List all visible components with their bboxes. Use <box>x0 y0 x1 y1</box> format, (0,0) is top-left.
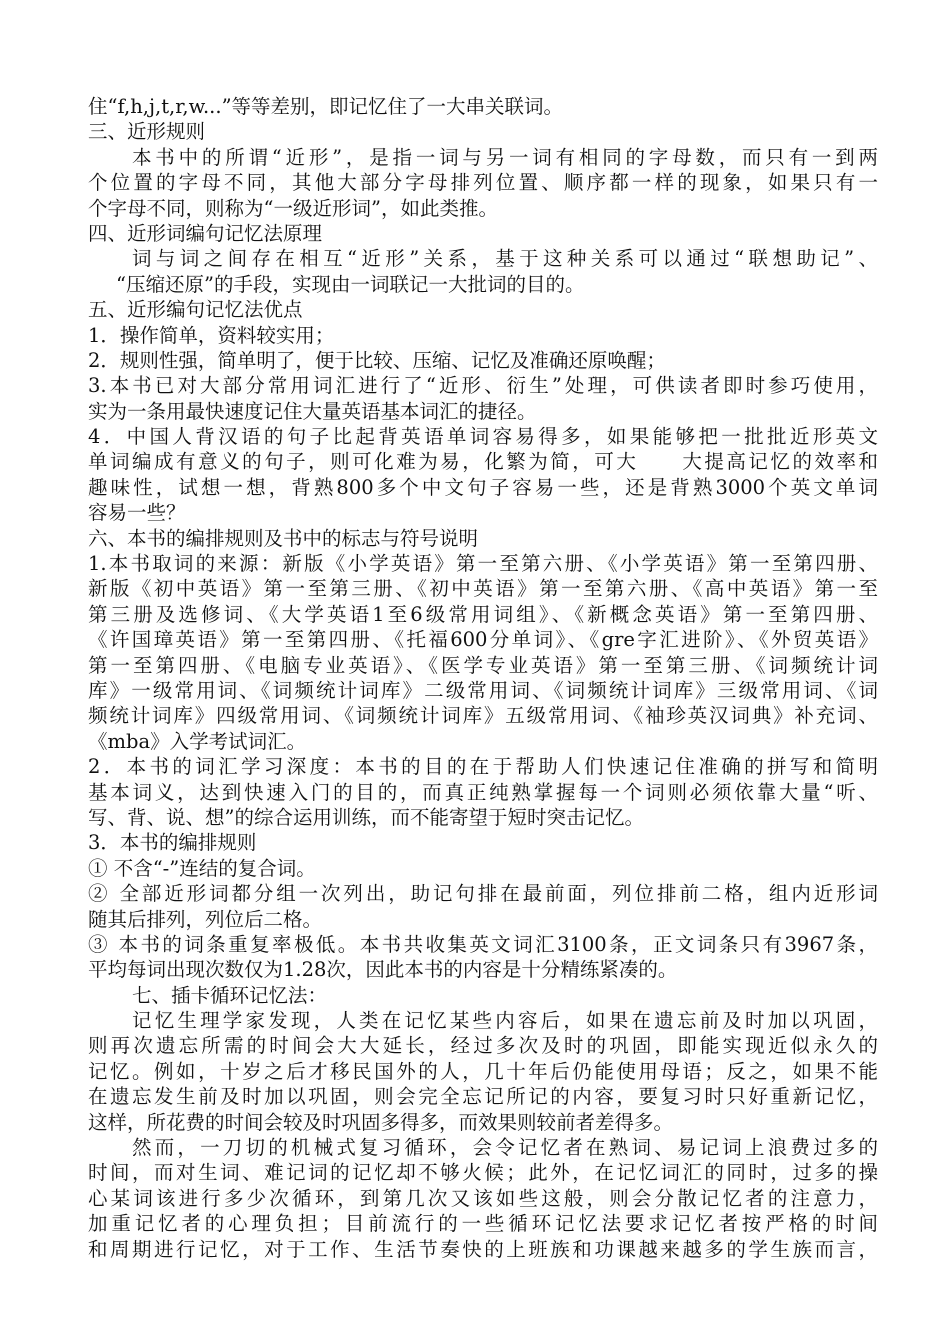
text-line: 则再次遗忘所需的时间会大大延长，经过多次及时的巩固，即能实现近似永久的 <box>88 1034 878 1058</box>
text-line: 记忆生理学家发现，人类在记忆某些内容后，如果在遗忘前及时加以巩固， <box>132 1009 878 1033</box>
text-line: 加重记忆者的心理负担；目前流行的一些循环记忆法要求记忆者按严格的时间 <box>88 1212 878 1236</box>
text-line: 这样，所花费的时间会较及时巩固多得多，而效果则较前者差得多。 <box>88 1110 674 1134</box>
text-line: 四、近形词编句记忆法原理 <box>88 221 323 245</box>
text-line: 在遗忘发生前及时加以巩固，则会完全忘记所记的内容，要复习时只好重新记忆， <box>88 1085 878 1109</box>
text-line: 容易一些？ <box>88 501 186 525</box>
text-line: 个位置的字母不同，其他大部分字母排列位置、顺序都一样的现象，如果只有一 <box>88 171 878 195</box>
text-line: 心某词该进行多少次循环，到第几次又该如些这般，则会分散记忆者的注意力， <box>88 1186 878 1210</box>
text-line: 2．本书的词汇学习深度：本书的目的在于帮助人们快速记住准确的拼写和简明 <box>88 755 878 779</box>
text-line: 3．本书的编排规则 <box>88 831 257 855</box>
text-line: 趣味性，试想一想，背熟800多个中文句子容易一些，还是背熟3000个英文单词 <box>88 475 878 499</box>
text-line: 1.本书取词的来源：新版《小学英语》第一至第六册、《小学英语》第一至第四册、 <box>88 552 878 576</box>
text-line: ② 全部近形词都分组一次列出，助记句排在最前面，列位排前二格，组内近形词 <box>88 882 878 906</box>
text-line: 《许国璋英语》第一至第四册、《托福600分单词》、《gre字汇进阶》、《外贸英语》 <box>88 628 878 652</box>
text-line: 五、近形编句记忆法优点 <box>88 298 303 322</box>
text-line: 单词编成有意义的句子，则可化难为易，化繁为简，可大 大提高记忆的效率和 <box>88 450 878 474</box>
text-line: 3.本书已对大部分常用词汇进行了“近形、衍生”处理，可供读者即时参巧使用， <box>88 374 878 398</box>
text-line: 频统计词库》四级常用词、《词频统计词库》五级常用词、《袖珍英汉词典》补充词、 <box>88 704 878 728</box>
text-line: 时间，而对生词、难记词的记忆却不够火候；此外，在记忆词汇的同时，过多的操 <box>88 1161 878 1185</box>
document-body <box>88 94 878 1262</box>
text-line: 第一至第四册、《电脑专业英语》、《医学专业英语》第一至第三册、《词频统计词 <box>88 653 878 677</box>
text-line: 个字母不同，则称为“一级近形词”，如此类推。 <box>88 196 498 220</box>
text-line: 库》一级常用词、《词频统计词库》二级常用词、《词频统计词库》三级常用词、《词 <box>88 678 878 702</box>
text-line: 新版《初中英语》第一至第三册、《初中英语》第一至第六册、《高中英语》第一至 <box>88 577 878 601</box>
text-line: 住“f,h,j,t,r,w...”等等差别，即记忆住了一大串关联词。 <box>88 95 564 118</box>
text-line: 第三册及选修词、《大学英语1至6级常用词组》、《新概念英语》第一至第四册、 <box>88 602 878 626</box>
text-line: 六、本书的编排规则及书中的标志与符号说明 <box>88 526 479 550</box>
text-line: “压缩还原”的手段，实现由一词联记一大批词的目的。 <box>116 272 585 296</box>
text-line: 实为一条用最快速度记住大量英语基本词汇的捷径。 <box>88 399 537 423</box>
text-line: 随其后排列，列位后二格。 <box>88 907 323 931</box>
text-line: 4．中国人背汉语的句子比起背英语单词容易得多，如果能够把一批批近形英文 <box>88 425 878 449</box>
text-line: 七、插卡循环记忆法： <box>132 983 328 1007</box>
text-line: 本书中的所谓“近形”，是指一词与另一词有相同的字母数，而只有一到两 <box>132 145 878 169</box>
text-line: 三、近形规则 <box>88 120 206 144</box>
text-line: 平均每词出现次数仅为1.28次，因此本书的内容是十分精练紧凑的。 <box>88 958 678 982</box>
text-line: 写、背、说、想”的综合运用训练，而不能寄望于短时突击记忆。 <box>88 805 644 829</box>
text-line: 和周期进行记忆，对于工作、生活节奏快的上班族和功课越来越多的学生族而言， <box>88 1237 878 1261</box>
text-line: 1．操作简单，资料较实用； <box>88 323 335 347</box>
text-line: 然而，一刀切的机械式复习循环，会令记忆者在熟词、易记词上浪费过多的 <box>132 1136 878 1160</box>
text-line: 词与词之间存在相互“近形”关系，基于这种关系可以通过“联想助记”、 <box>132 247 878 271</box>
text-line: 基本词义，达到快速入门的目的，而真正纯熟掌握每一个词则必须依靠大量“听、 <box>88 780 878 804</box>
text-line: ① 不含“-”连结的复合词。 <box>88 856 316 880</box>
text-line: ③ 本书的词条重复率极低。本书共收集英文词汇3100条，正文词条只有3967条， <box>88 932 878 956</box>
text-line: 记忆。例如，十岁之后才移民国外的人，几十年后仍能使用母语；反之，如果不能 <box>88 1059 878 1083</box>
text-line: 2．规则性强，简单明了，便于比较、压缩、记忆及准确还原唤醒； <box>88 348 666 372</box>
text-line: 《mba》入学考试词汇。 <box>88 729 307 753</box>
